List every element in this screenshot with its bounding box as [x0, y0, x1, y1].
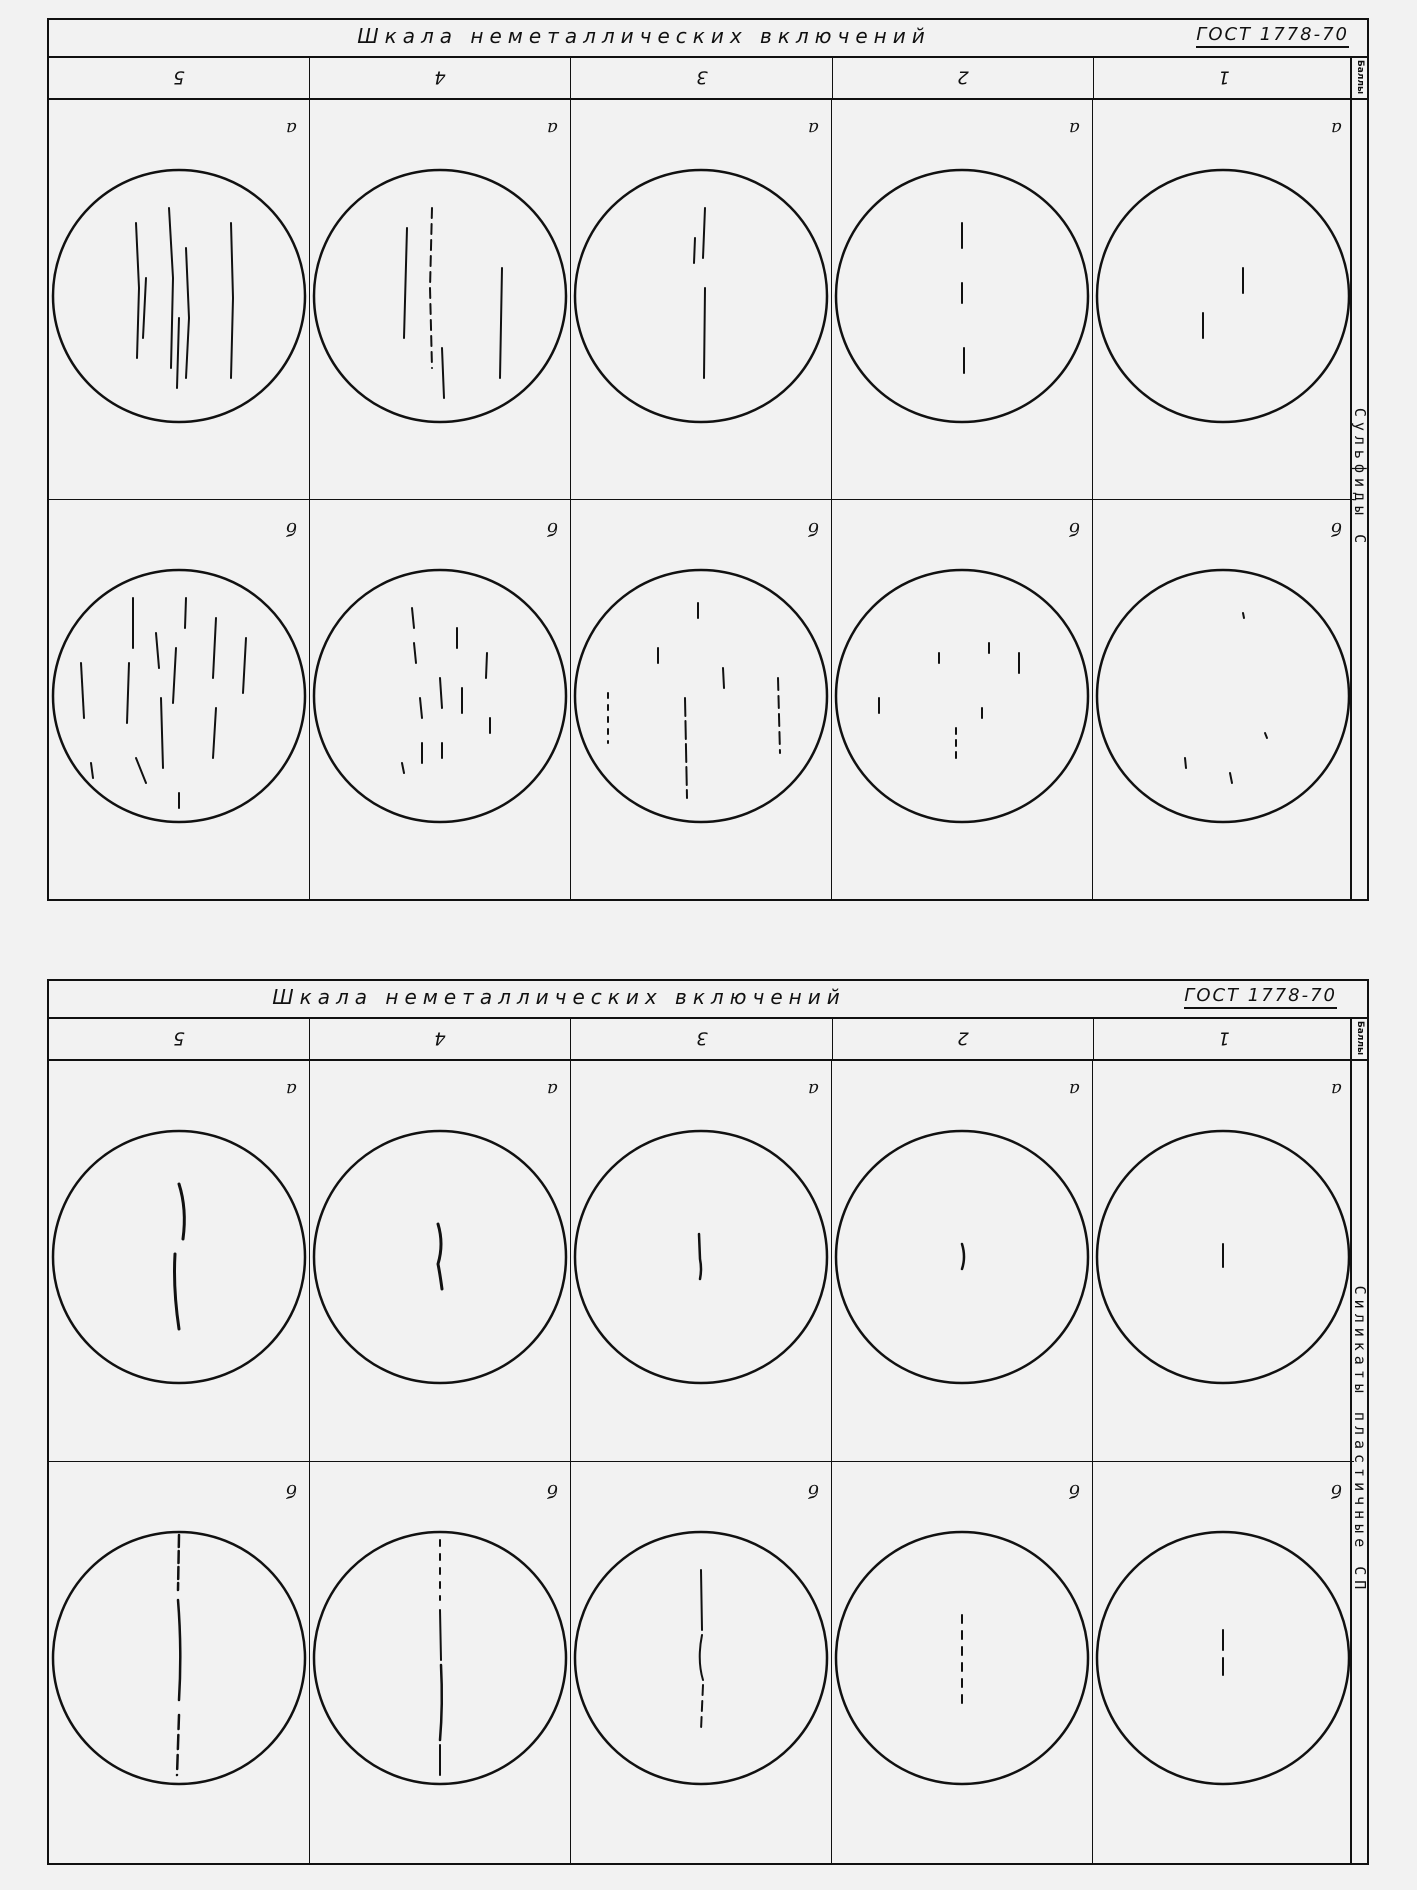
row-letter: б: [1069, 1480, 1080, 1501]
micrograph-cell: [571, 100, 832, 500]
score-header-cell: [833, 1017, 1094, 1059]
row-letter: а: [808, 118, 819, 139]
micrograph-grid: [49, 100, 1354, 899]
score-header-cell: [571, 56, 832, 98]
row-letter: а: [547, 1079, 558, 1100]
score-label: 1: [1218, 1027, 1230, 1049]
micrograph-cell: [1093, 1061, 1354, 1462]
micrograph-circle: [834, 1530, 1090, 1786]
gost-number: ГОСТ 1778-70: [1196, 24, 1349, 48]
scale-title: Шкала неметаллических включений: [357, 24, 931, 48]
micrograph-circle: [573, 568, 829, 824]
row-letter: а: [286, 118, 297, 139]
row-letter: б: [286, 517, 297, 539]
row-letter: а: [1331, 118, 1342, 139]
score-label: 2: [956, 1027, 969, 1049]
micrograph-circle: [312, 1129, 568, 1385]
inclusion-type-label: Силикаты пластичные СП: [1350, 1285, 1369, 1595]
side-header: [1352, 56, 1367, 100]
micrograph-cell: [571, 500, 832, 900]
scale-sheet-silicates: [47, 979, 1369, 1865]
micrograph-cell: [571, 1462, 832, 1863]
scale-sheet-sulfides: [47, 18, 1369, 901]
row-letter: б: [808, 1480, 819, 1501]
row-letter: б: [1069, 517, 1080, 539]
header-label: Баллы: [1354, 1020, 1365, 1056]
micrograph-circle: [834, 168, 1090, 424]
micrograph-circle: [51, 1129, 307, 1385]
score-label: 3: [695, 1027, 708, 1049]
micrograph-cell: [49, 1462, 310, 1863]
score-header-cell: [833, 56, 1094, 98]
micrograph-circle: [51, 168, 307, 424]
inclusion-type-label: Сульфиды С: [1350, 407, 1369, 548]
title-bar: [49, 20, 1367, 58]
micrograph-circle: [312, 168, 568, 424]
micrograph-circle: [1095, 1129, 1351, 1385]
score-label: 1: [1218, 66, 1230, 88]
score-header-cell: [1094, 1017, 1354, 1059]
micrograph-circle: [1095, 568, 1351, 824]
score-header-row: [49, 1017, 1354, 1061]
score-label: 4: [434, 1027, 447, 1049]
score-header-cell: [49, 56, 310, 98]
score-label: 5: [173, 66, 185, 88]
row-letter: б: [1331, 1480, 1342, 1501]
micrograph-circle: [573, 1530, 829, 1786]
micrograph-cell: [49, 1061, 310, 1462]
micrograph-cell: [832, 100, 1093, 500]
score-label: 4: [434, 66, 447, 88]
micrograph-circle: [51, 568, 307, 824]
micrograph-cell: [1093, 1462, 1354, 1863]
micrograph-circle: [51, 1530, 307, 1786]
micrograph-cell: [832, 1061, 1093, 1462]
micrograph-circle: [834, 1129, 1090, 1385]
scale-title: Шкала неметаллических включений: [272, 985, 846, 1009]
micrograph-circle: [1095, 1530, 1351, 1786]
score-header-cell: [571, 1017, 832, 1059]
score-header-cell: [310, 1017, 571, 1059]
micrograph-cell: [310, 100, 571, 500]
micrograph-circle: [312, 568, 568, 824]
score-label: 5: [173, 1027, 185, 1049]
row-letter: б: [547, 517, 558, 539]
row-letter: б: [808, 517, 819, 539]
micrograph-cell: [310, 1462, 571, 1863]
score-header-cell: [1094, 56, 1354, 98]
micrograph-cell: [310, 500, 571, 900]
row-letter: а: [1331, 1079, 1342, 1100]
micrograph-cell: [1093, 100, 1354, 500]
micrograph-cell: [832, 500, 1093, 900]
row-letter: а: [547, 118, 558, 139]
micrograph-circle: [573, 168, 829, 424]
micrograph-cell: [49, 500, 310, 900]
side-header: [1352, 1017, 1367, 1061]
micrograph-cell: [832, 1462, 1093, 1863]
score-label: 3: [695, 66, 708, 88]
micrograph-cell: [571, 1061, 832, 1462]
micrograph-circle: [834, 568, 1090, 824]
score-header-row: [49, 56, 1354, 100]
row-letter: б: [286, 1480, 297, 1501]
score-header-cell: [310, 56, 571, 98]
micrograph-cell: [49, 100, 310, 500]
micrograph-cell: [310, 1061, 571, 1462]
micrograph-cell: [1093, 500, 1354, 900]
score-label: 2: [956, 66, 969, 88]
score-header-cell: [49, 1017, 310, 1059]
header-label: Баллы: [1354, 59, 1365, 95]
micrograph-circle: [1095, 168, 1351, 424]
micrograph-grid: [49, 1061, 1354, 1863]
row-letter: а: [808, 1079, 819, 1100]
row-letter: б: [547, 1480, 558, 1501]
micrograph-circle: [573, 1129, 829, 1385]
row-letter: б: [1331, 517, 1342, 539]
row-letter: а: [286, 1079, 297, 1100]
gost-number: ГОСТ 1778-70: [1184, 985, 1337, 1009]
micrograph-circle: [312, 1530, 568, 1786]
title-bar: [49, 981, 1367, 1019]
row-letter: а: [1069, 118, 1080, 139]
row-letter: а: [1069, 1079, 1080, 1100]
